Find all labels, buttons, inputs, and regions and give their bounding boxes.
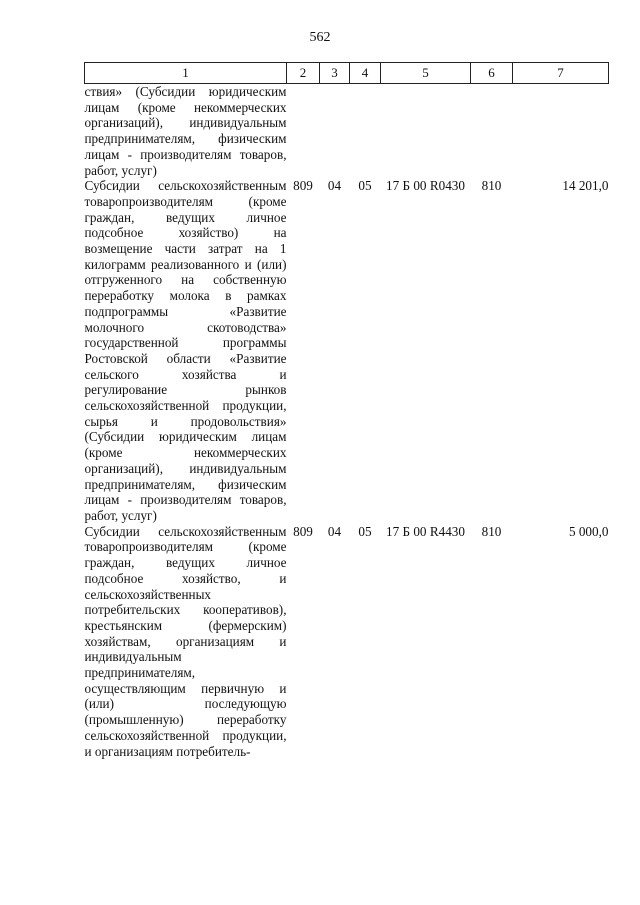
row-subsection-code (350, 84, 381, 179)
column-header-4: 4 (350, 63, 381, 84)
row-amount: 14 201,0 (562, 178, 609, 194)
budget-table (84, 62, 609, 759)
column-header-7: 7 (513, 63, 609, 84)
column-header-2: 2 (287, 63, 320, 84)
row-expense-type: 810 (481, 178, 502, 194)
row-target-article: 17 Б 00 R0430 (385, 178, 465, 194)
row-description: Субсидии сельскохозяйственным товаропроизводителям (кроме граждан, ведущих личное подсобное хозяйство) на возмещение части затрат на 1 килограмм реализованного и (или) отгруженного на собственную переработку молока в рамках подпрограммы «Развитие молочного скотоводства» государственной программы Ростовской области «Развитие сельского хозяйства и регулирование рынков сельскохозяйственной продукции, сырья и продовольствия» (Субсидии юридическим лицам (кроме некоммерческих организаций), индивидуальным предпринимателям, физическим лицам - производителям товаров, работ, услуг) (84, 178, 287, 523)
column-header-5: 5 (381, 63, 471, 84)
row-section-code: 04 (327, 178, 342, 194)
row-description: ствия» (Субсидии юридическим лицам (кроме некоммерческих организаций), индивидуальным предпринимателям, физическим лицам - производителям товаров, работ, услуг) (84, 84, 287, 178)
column-header-3: 3 (320, 63, 350, 84)
row-target-article (381, 84, 471, 179)
row-expense-type: 810 (481, 523, 502, 539)
row-ministry-code: 809 (293, 178, 313, 194)
row-subsection-code: 05 (358, 178, 372, 194)
row-section-code: 04 (327, 523, 342, 539)
row-section-code (320, 84, 350, 179)
row-ministry-code: 809 (293, 523, 313, 539)
row-amount (513, 84, 609, 179)
row-expense-type (471, 84, 513, 179)
row-target-article: 17 Б 00 R4430 (385, 523, 465, 539)
table-row (85, 178, 609, 523)
table-header-row (85, 63, 609, 84)
row-ministry-code (287, 84, 320, 179)
page-number: 562 (309, 30, 331, 45)
column-header-6: 6 (471, 63, 513, 84)
table-row (85, 524, 609, 760)
row-amount: 5 000,0 (568, 523, 609, 539)
row-subsection-code: 05 (358, 523, 372, 539)
column-header-1: 1 (85, 63, 287, 84)
row-description: Субсидии сельскохозяйственным товаропроизводителям (кроме граждан, ведущих личное подсобное хозяйство, и сельскохозяйственных потребительских кооперативов), крестьянским (фермерским) хозяйствам, организациям и индивидуальным предпринимателям, осуществляющим первичную и (или) последующую (промышленную) переработку сельскохозяйственной продукции, и организациям потребитель- (84, 523, 287, 759)
table-row (85, 84, 609, 179)
